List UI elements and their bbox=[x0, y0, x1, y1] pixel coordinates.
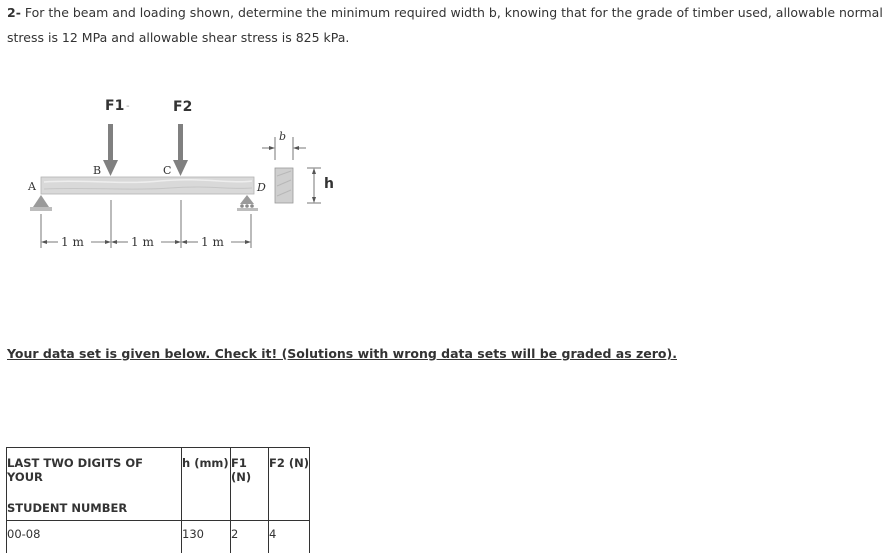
table-header-row bbox=[7, 448, 310, 521]
roller-support-d bbox=[237, 195, 258, 211]
load-1-arrow bbox=[103, 124, 118, 176]
load-2-label: F2 bbox=[173, 99, 192, 115]
cell-f2: 4 bbox=[269, 521, 310, 553]
header-h: h (mm) bbox=[182, 448, 231, 521]
load-2-arrow bbox=[173, 124, 188, 176]
cell-digits: 00-08 bbox=[7, 521, 182, 553]
header-f2: F2 (N) bbox=[269, 448, 310, 521]
beam bbox=[41, 177, 254, 194]
header-student-number bbox=[7, 448, 182, 521]
problem-text: For the beam and loading shown, determine the minimum required width b, knowing that for the grade of timber used, allowable normal stress is 12 MPa and allowable shear stress is 825 kPa. bbox=[7, 5, 883, 45]
header-col1-line2: STUDENT NUMBER bbox=[7, 484, 181, 515]
height-label: h bbox=[324, 176, 334, 192]
cell-f1: 2 bbox=[231, 521, 269, 553]
point-b-label: B bbox=[93, 164, 101, 177]
header-f1: F1 (N) bbox=[231, 448, 269, 521]
point-d-label: D bbox=[256, 181, 266, 194]
load-1-mark: - bbox=[126, 101, 130, 112]
data-set-notice: Your data set is given below. Check it! (Solutions with wrong data sets will be graded as zero). bbox=[7, 346, 677, 361]
load-1-label: F1 bbox=[105, 98, 124, 114]
dimension-bc-label: 1 m bbox=[131, 235, 154, 249]
pin-support-a bbox=[30, 195, 52, 211]
width-arrowheads bbox=[269, 146, 299, 150]
width-label: b bbox=[279, 130, 286, 143]
table-row bbox=[7, 521, 310, 553]
header-col1-line1: LAST TWO DIGITS OF YOUR bbox=[7, 448, 181, 484]
dimension-cd-label: 1 m bbox=[201, 235, 224, 249]
point-c-label: C bbox=[163, 164, 171, 177]
cell-h: 130 bbox=[182, 521, 231, 553]
dimension-ab-label: 1 m bbox=[61, 235, 84, 249]
problem-number: 2- bbox=[7, 5, 21, 20]
data-set-table bbox=[6, 447, 310, 553]
cross-section bbox=[275, 168, 293, 203]
point-a-label: A bbox=[27, 180, 37, 193]
